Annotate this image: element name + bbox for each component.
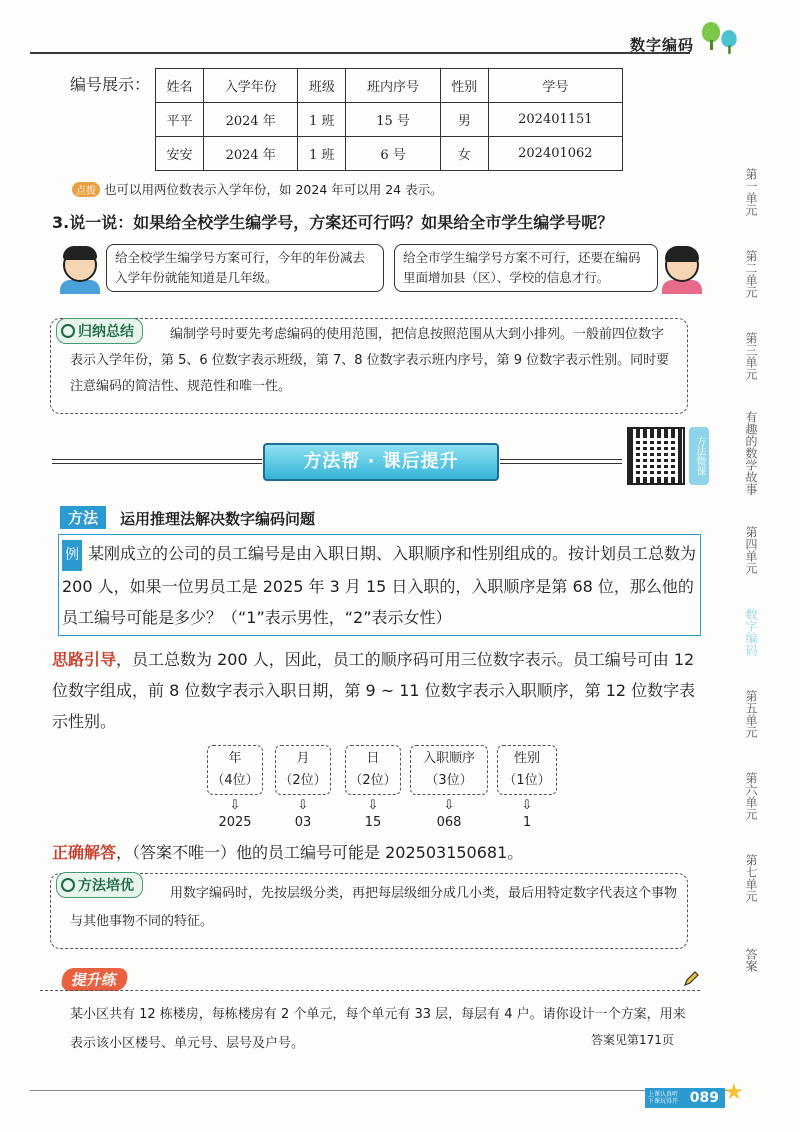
cultivate-text: 用数字编码时，先按层级分类，再把每层级细分成几小类，最后用特定数字代表这个事物与其他事物不同的特征。 bbox=[70, 886, 678, 929]
table-cell: 平平 bbox=[156, 103, 204, 137]
table-cell: 女 bbox=[440, 137, 488, 171]
practice-text: 某小区共有 12 栋楼房，每栋楼房有 2 个单元，每个单元有 33 层，每层有 4 户。请你设计一个方案，用来表示该小区楼号、单元号、层号及户号。 bbox=[70, 1007, 686, 1051]
code-part-name: 年 bbox=[228, 751, 242, 766]
code-part-value: 068 bbox=[436, 815, 462, 830]
table-header-cell: 性别 bbox=[440, 69, 488, 103]
tip-text: 也可以用两位数表示入学年份，如 2024 年可以用 24 表示。 bbox=[104, 182, 443, 197]
table-cell: 2024 年 bbox=[204, 103, 298, 137]
answer-text: （答案不唯一）他的员工编号可能是 202503150681。 bbox=[132, 843, 524, 862]
pencil-icon bbox=[682, 970, 700, 988]
hint-label: 思路引导 bbox=[52, 650, 117, 669]
sidebar-item[interactable]: 第六单元 bbox=[744, 772, 758, 820]
table-header-cell: 姓名 bbox=[156, 69, 204, 103]
summary-text: 编制学号时要先考虑编码的使用范围，把信息按照范围从大到小排列。一般前四位数字表示入学年份，第 5、6 位数字表示班级，第 7、8 位数字表示班内序号，第 9 位数字表示性别。同时要注意编码的简洁性、规范性和唯一性。 bbox=[70, 327, 670, 394]
example-text: 例 某刚成立的公司的员工编号是由入职日期、入职顺序和性别组成的。按计划员工总数为 200 人，如果一位男员工是 2025 年 3 月 15 日入职的，入职顺序是第 68 位，那么他的员工编号可能是多少？（“1”表示男性，“2”表示女性） bbox=[62, 538, 698, 633]
sidebar-item[interactable]: 第五单元 bbox=[744, 690, 758, 738]
code-part-value: 2025 bbox=[218, 815, 252, 830]
table-cell: 1 班 bbox=[298, 103, 346, 137]
practice-rule bbox=[40, 990, 700, 991]
down-arrow-icon: ⇩ bbox=[521, 798, 533, 813]
code-breakdown bbox=[0, 745, 800, 835]
unit-sidebar bbox=[724, 150, 764, 1000]
question-3: 3.说一说：如果给全校学生编学号，方案还可行吗？如果给全市学生编学号呢？ bbox=[52, 213, 614, 232]
code-part-digits: （2位） bbox=[349, 773, 397, 788]
summary-badge: 归纳总结 bbox=[56, 318, 143, 344]
sidebar-item[interactable]: 第二单元 bbox=[744, 250, 758, 298]
tip-note bbox=[72, 180, 443, 198]
sidebar-item[interactable]: 第三单元 bbox=[744, 332, 758, 380]
method-title: 运用推理法解决数字编码问题 bbox=[120, 510, 316, 528]
code-part-box bbox=[410, 745, 488, 795]
practice-badge: 提升练 bbox=[60, 968, 129, 991]
tree-icon bbox=[702, 22, 720, 50]
table-cell: 男 bbox=[440, 103, 488, 137]
star-icon: ★ bbox=[724, 1080, 744, 1105]
banner-rule-right bbox=[500, 459, 622, 464]
chapter-title: 数字编码 bbox=[630, 36, 695, 54]
tree-icon bbox=[721, 30, 736, 54]
answer-reference: 答案见第171页 bbox=[591, 1033, 674, 1047]
speech-bubble-left: 给全校学生编学号方案可行，今年的年份减去入学年份就能知道是几年级。 bbox=[106, 244, 384, 292]
code-part-digits: （2位） bbox=[279, 773, 327, 788]
down-arrow-icon: ⇩ bbox=[443, 798, 455, 813]
table-header-cell: 入学年份 bbox=[204, 69, 298, 103]
code-part-name: 性别 bbox=[513, 751, 540, 766]
table-cell: 2024 年 bbox=[204, 137, 298, 171]
sidebar-item[interactable]: 数字编码 bbox=[744, 608, 758, 656]
code-part-digits: （3位） bbox=[425, 773, 473, 788]
table-cell: 安安 bbox=[156, 137, 204, 171]
code-part-box bbox=[207, 745, 263, 795]
cultivate-badge: 方法培优 bbox=[56, 872, 143, 898]
answer: 正确解答，（答案不唯一）他的员工编号可能是 202503150681。 bbox=[52, 843, 524, 862]
boy-avatar bbox=[58, 248, 102, 298]
hint-paragraph: 思路引导，员工总数为 200 人，因此，员工的顺序码可用三位数字表示。员工编号可由 12 位数字组成，前 8 位数字表示入职日期，第 9 ~ 11 位数字表示入职顺序，第 12 位数字表示性别。 bbox=[52, 650, 696, 731]
page-number: 089 bbox=[689, 1090, 719, 1106]
tip-badge: 点拨 bbox=[72, 182, 100, 197]
code-part-value: 03 bbox=[294, 815, 312, 830]
down-arrow-icon: ⇩ bbox=[367, 798, 379, 813]
code-part-box bbox=[497, 745, 557, 795]
code-part-name: 月 bbox=[296, 751, 310, 766]
method-tag: 方法 bbox=[60, 506, 106, 529]
banner-rule-left bbox=[52, 459, 262, 464]
table-cell: 202401151 bbox=[488, 103, 622, 137]
page-slogan: 上课认真听 下课玩得开 bbox=[648, 1091, 679, 1105]
code-part-box bbox=[275, 745, 331, 795]
example-badge: 例 bbox=[62, 540, 82, 571]
table-row bbox=[156, 137, 623, 171]
table-cell: 1 班 bbox=[298, 137, 346, 171]
code-part-box bbox=[345, 745, 401, 795]
speech-bubble-right: 给全市学生编学号方案不可行，还要在编码里面增加县（区）、学校的信息才行。 bbox=[394, 244, 658, 292]
header-rule bbox=[30, 52, 690, 54]
sidebar-item[interactable]: 第七单元 bbox=[744, 854, 758, 902]
code-part-name: 入职顺序 bbox=[422, 751, 475, 766]
footer-rule bbox=[30, 1090, 730, 1091]
code-part-digits: （1位） bbox=[503, 773, 551, 788]
section-banner: 方法帮 · 课后提升 bbox=[263, 443, 499, 481]
table-header-cell: 班内序号 bbox=[346, 69, 440, 103]
code-part-name: 日 bbox=[366, 751, 380, 766]
sidebar-item[interactable]: 第四单元 bbox=[744, 526, 758, 574]
hint-text: 员工总数为 200 人，因此，员工的顺序码可用三位数字表示。员工编号可由 12 位数字组成，前 8 位数字表示入职日期，第 9 ~ 11 位数字表示入职顺序，第 12 位数字表示性别。 bbox=[52, 650, 696, 731]
table-cell: 202401062 bbox=[488, 137, 622, 171]
qr-tag: 方法微课 bbox=[689, 427, 709, 485]
page-number-tag bbox=[645, 1088, 725, 1108]
answer-label: 正确解答 bbox=[52, 843, 117, 862]
table-row bbox=[156, 103, 623, 137]
code-part-digits: （4位） bbox=[211, 773, 259, 788]
student-id-table bbox=[155, 68, 623, 171]
code-part-value: 1 bbox=[522, 815, 532, 830]
down-arrow-icon: ⇩ bbox=[229, 798, 241, 813]
table-header-cell: 学号 bbox=[488, 69, 622, 103]
girl-avatar bbox=[660, 248, 704, 298]
display-label: 编号展示： bbox=[70, 75, 151, 94]
code-part-value: 15 bbox=[364, 815, 382, 830]
table-cell: 6 号 bbox=[346, 137, 440, 171]
down-arrow-icon: ⇩ bbox=[297, 798, 309, 813]
sidebar-item[interactable]: 有趣的数学故事 bbox=[744, 411, 758, 495]
page-header bbox=[0, 0, 800, 62]
qr-code[interactable] bbox=[627, 427, 685, 485]
table-cell: 15 号 bbox=[346, 103, 440, 137]
sidebar-item[interactable]: 答案 bbox=[744, 948, 758, 972]
sidebar-item[interactable]: 第一单元 bbox=[744, 168, 758, 216]
table-header-cell: 班级 bbox=[298, 69, 346, 103]
